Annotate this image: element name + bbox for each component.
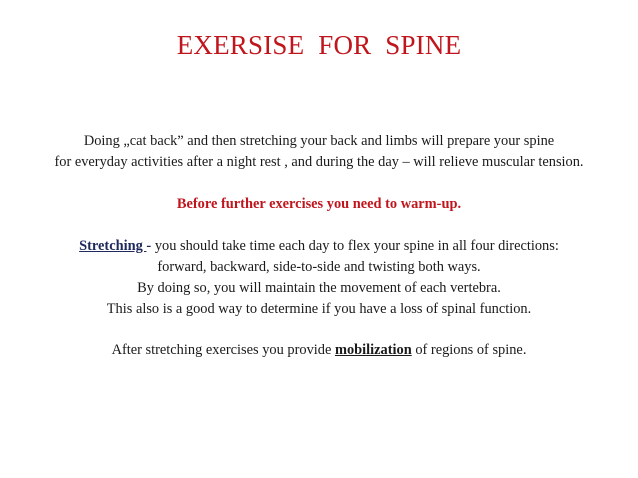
mobilization-keyword: mobilization — [334, 342, 412, 358]
stretching-line-1 — [0, 236, 638, 257]
slide-title: EXERSISE FOR SPINE — [176, 30, 462, 60]
mobilization-paragraph — [0, 340, 638, 361]
warmup-notice: Before further exercises you need to warm-up. — [176, 196, 462, 212]
stretching-separator: - — [146, 238, 152, 254]
intro-paragraph — [0, 131, 638, 173]
stretching-line-1-text: you should take time each day to flex your spine in all four directions: — [151, 238, 559, 254]
stretching-line-3: By doing so, you will maintain the movement of each vertebra. — [137, 280, 501, 296]
stretching-line-2: forward, backward, side-to-side and twisting both ways. — [157, 259, 481, 275]
stretching-paragraph — [0, 236, 638, 320]
mobilization-text-after: of regions of spine. — [411, 342, 527, 358]
intro-line-1: Doing „cat back” and then stretching your back and limbs will prepare your spine — [83, 133, 555, 149]
stretching-line-4: This also is a good way to determine if you have a loss of spinal function. — [106, 301, 532, 317]
stretching-term: Stretching — [79, 238, 147, 254]
intro-line-2: for everyday activities after a night rest , and during the day – will relieve muscular tension. — [54, 154, 584, 170]
mobilization-text-before: After stretching exercises you provide — [111, 342, 335, 358]
